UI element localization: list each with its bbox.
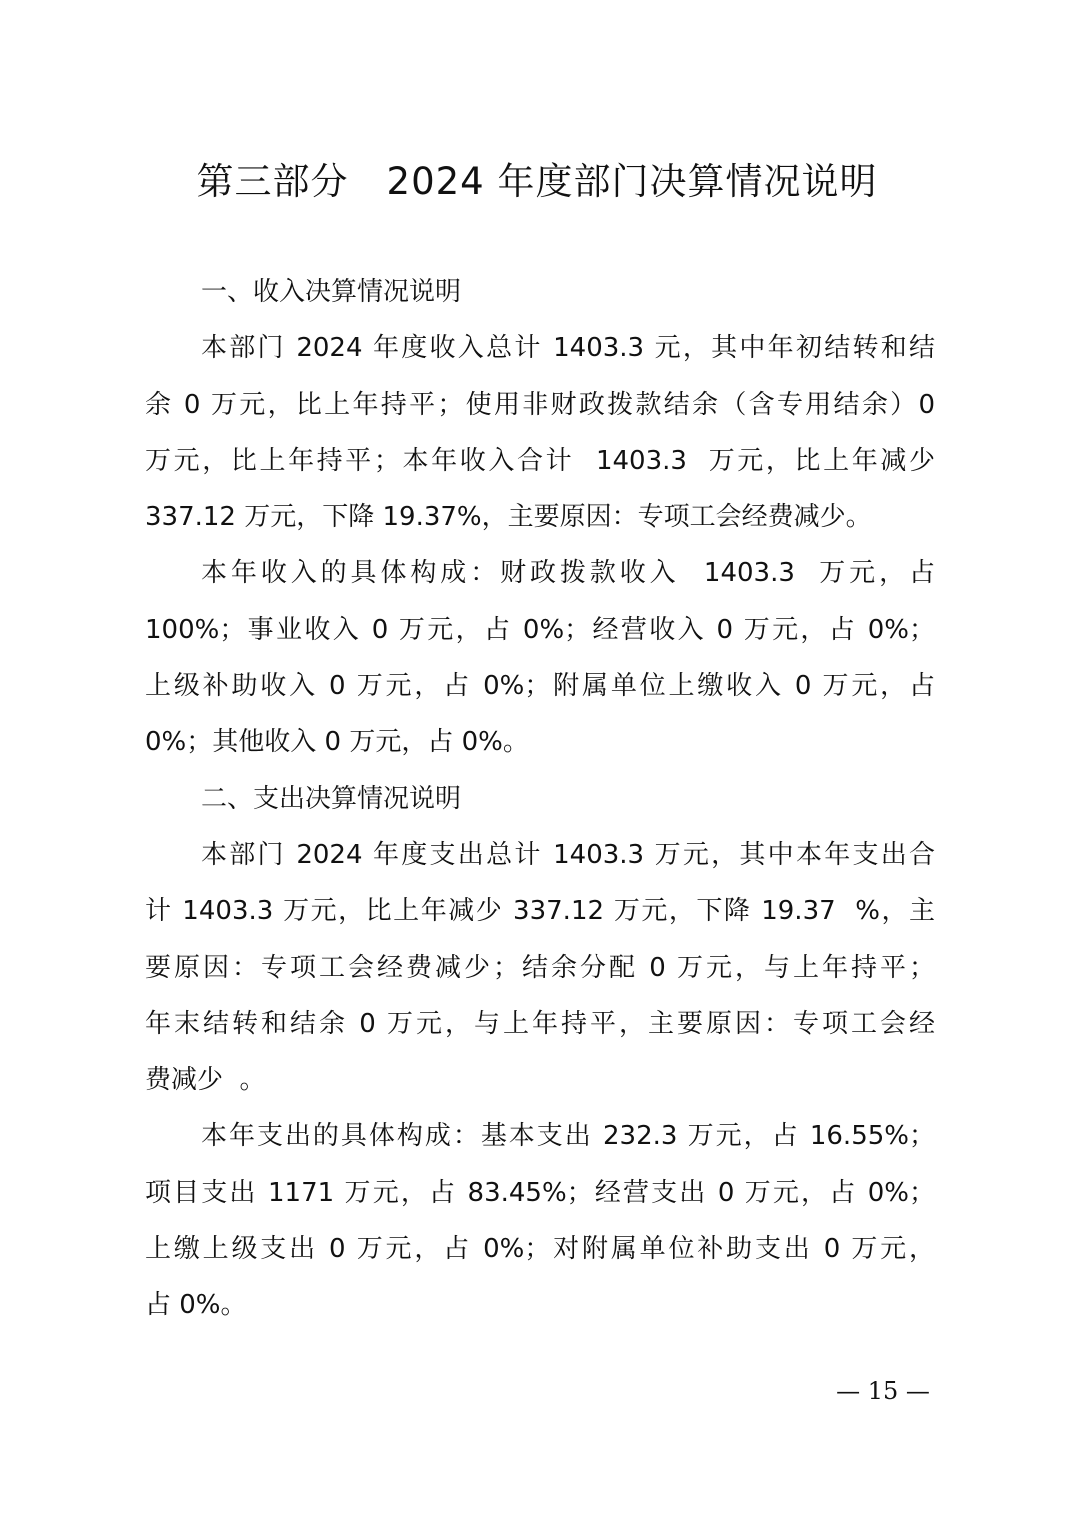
paragraph-line: 上级补助收入 0 万元，占 0%；附属单位上缴收入 0 万元，占	[145, 671, 935, 702]
paragraph-line: 本部门 2024 年度收入总计 1403.3 元，其中年初结转和结	[201, 333, 935, 364]
paragraph-line: 项目支出 1171 万元，占 83.45%；经营支出 0 万元，占 0%；	[145, 1177, 935, 1208]
paragraph-line: 计 1403.3 万元，比上年减少 337.12 万元，下降 19.37 %，主	[145, 896, 935, 927]
paragraph-line: 100%；事业收入 0 万元，占 0%；经营收入 0 万元，占 0%；	[145, 614, 935, 645]
section-heading-income: 一、收入决算情况说明	[201, 277, 462, 307]
page-number: — 15 —	[836, 1377, 930, 1405]
paragraph-line: 0%；其他收入 0 万元，占 0%。	[145, 727, 529, 758]
page-title: 第三部分 2024 年度部门决算情况说明	[196, 160, 878, 203]
paragraph-line: 上缴上级支出 0 万元，占 0%；对附属单位补助支出 0 万元，	[145, 1234, 935, 1265]
paragraph-line: 占 0%。	[145, 1290, 247, 1321]
paragraph-line: 万元，比上年持平；本年收入合计 1403.3 万元，比上年减少	[145, 445, 935, 476]
paragraph-line: 余 0 万元，比上年持平；使用非财政拨款结余（含专用结余）0	[145, 389, 935, 420]
paragraph-line: 本年收入的具体构成：财政拨款收入 1403.3 万元，占	[201, 558, 935, 589]
paragraph-line: 337.12 万元，下降 19.37%，主要原因：专项工会经费减少。	[145, 502, 872, 533]
paragraph-line: 本部门 2024 年度支出总计 1403.3 万元，其中本年支出合	[201, 839, 935, 870]
paragraph-line: 要原因：专项工会经费减少；结余分配 0 万元，与上年持平；	[145, 952, 935, 983]
paragraph-line: 费减少 。	[145, 1065, 266, 1096]
section-heading-expenditure: 二、支出决算情况说明	[201, 783, 462, 814]
document-body	[145, 264, 935, 1334]
paragraph-line: 年末结转和结余 0 万元，与上年持平，主要原因：专项工会经	[145, 1008, 935, 1039]
paragraph-line: 本年支出的具体构成：基本支出 232.3 万元，占 16.55%；	[201, 1121, 935, 1152]
